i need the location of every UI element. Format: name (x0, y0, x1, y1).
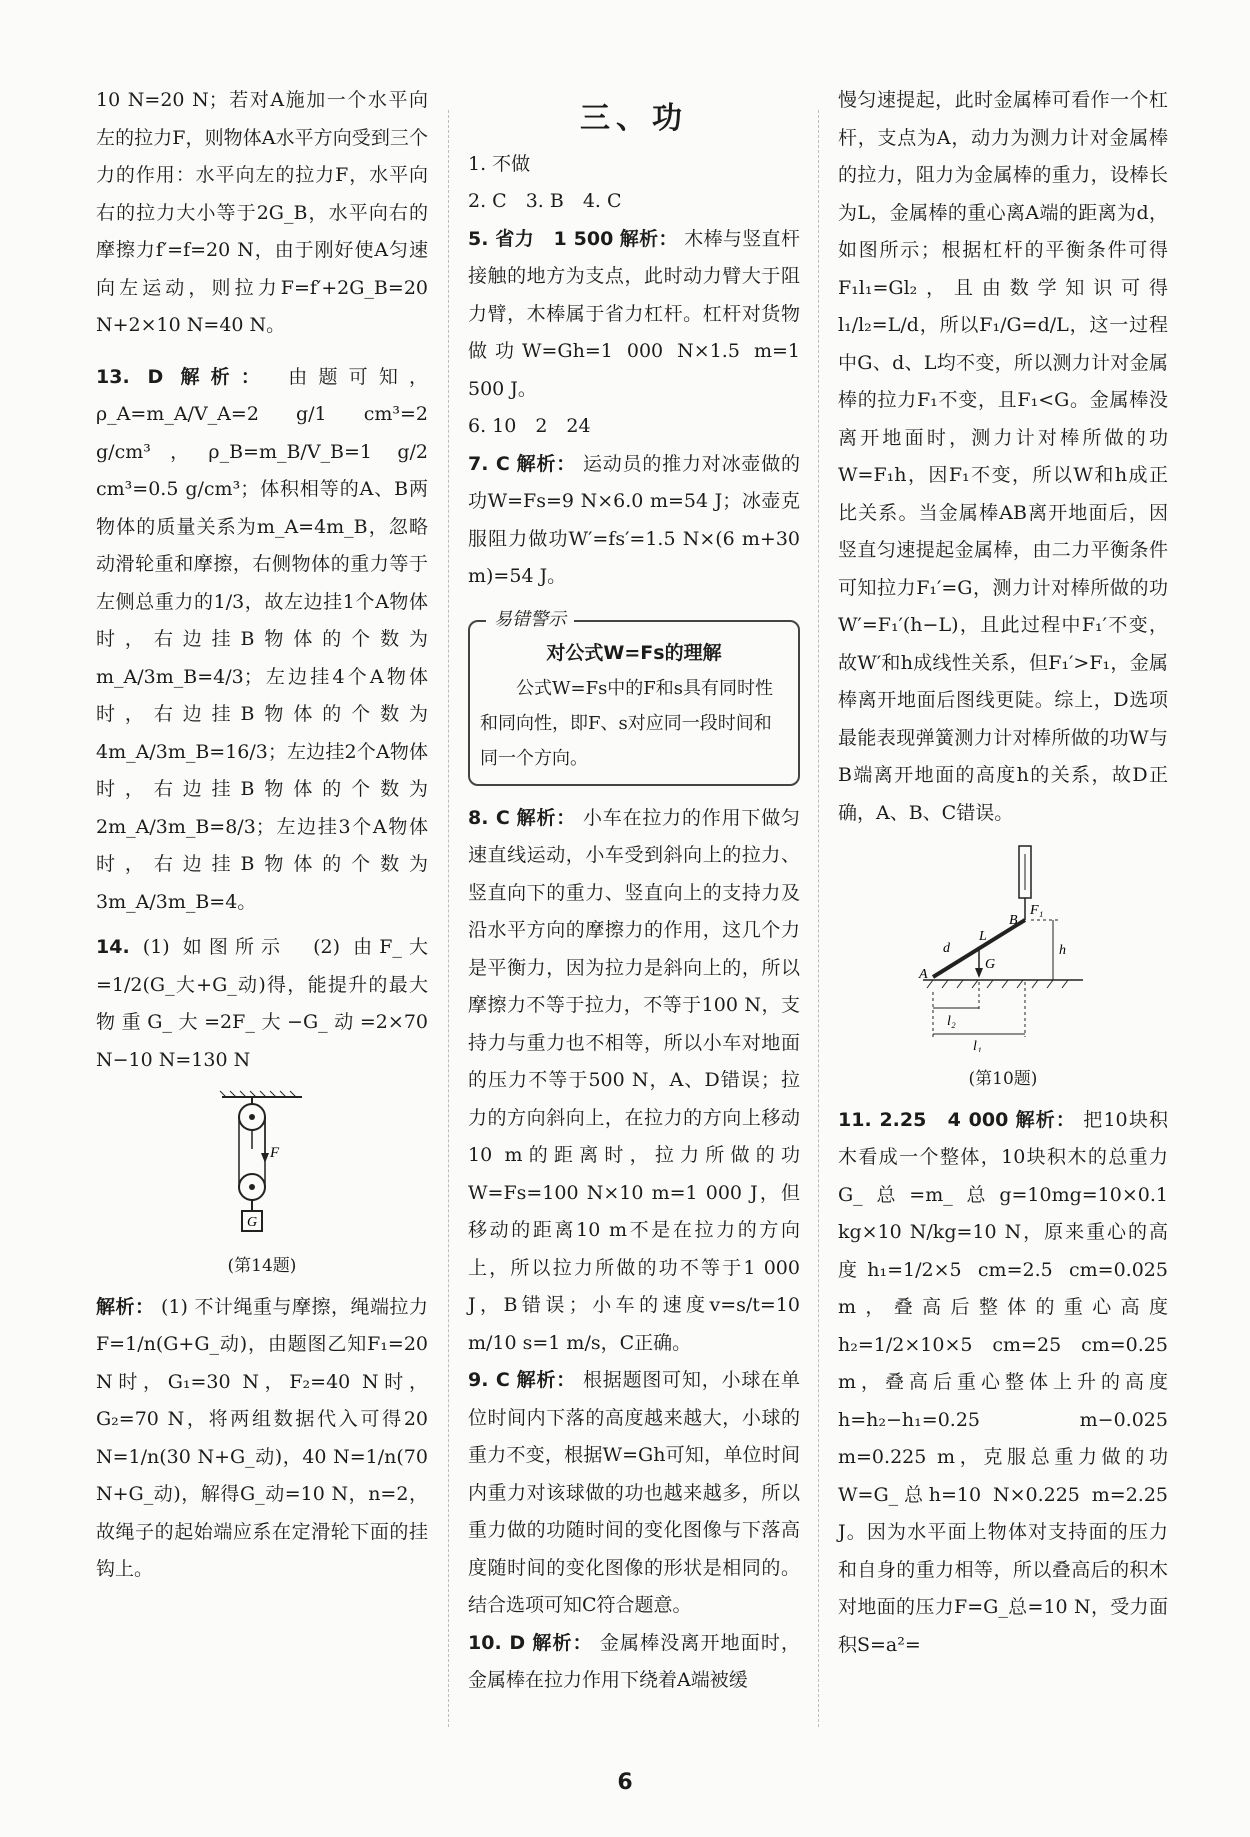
answer-text: (1) 如图所示 (2) 由F_大=1/2(G_大+G_动)得，能提升的最大物重G_大=2F_大−G_动=2×70 N−10 N=130 N (96, 936, 428, 1071)
answer-14 (96, 929, 428, 1079)
analysis-text: 根据题图可知，小球在单位时间内下落的高度越来越大，小球的重力不变，根据W=Gh可知，单位时间内重力对该球做的功也越来越多，所以重力做的功随时间的变化图像与下落高度随时间的变化图像的形状是相同的。结合选项可知C符合题意。 (468, 1369, 801, 1616)
question-number: 7. C (468, 452, 510, 475)
question-number: 9. C (468, 1369, 510, 1391)
analysis-text: 把10块积木看成一个整体，10块积木的总重力G_总=m_总g=10mg=10×0.1 kg×10 N/kg=10 N，原来重心的高度h₁=1/2×5 cm=2.5 cm=0.025 m，叠高后整体的重心高度h₂=1/2×10×5 cm=25 cm=0.25 m，叠高后重心整体上升的高度h=h₂−h₁=0.25 m−0.025 m=0.225 m，克服总重力做的功W=G_总h=10 N×0.225 m=2.25 J。因为水平面上物体对支持面的压力和自身的重力相等，所以叠高后的积木对地面的压力F=G_总=10 N，受力面积S=a²= (838, 1108, 1168, 1656)
answer-10-continued: 慢匀速提起，此时金属棒可看作一个杠杆，支点为A，动力为测力计对金属棒的拉力，阻力为金属棒的重力，设棒长为L，金属棒的重心离A端的距离为d，如图所示；根据杠杆的平衡条件可得F₁l₁=Gl₂，且由数学知识可得l₁/l₂=L/d，所以F₁/G=d/L，这一过程中G、d、L均不变，所以测力计对金属棒的拉力F₁不变，且F₁<G。金属棒没离开地面时，测力计对棒所做的功W=F₁h，因F₁不变，所以W和h成正比关系。当金属棒AB离开地面后，因竖直匀速提起金属棒，由二力平衡条件可知拉力F₁′=G，测力计对棒所做的功W′=F₁′(h−L)，且此过程中F₁′不变，故W′和h成线性关系，但F₁′>F₁，金属棒离开地面后图线更陡。综上，D选项最能表现弹簧测力计对棒所做的功W与B端离开地面的高度h的关系，故D正确，A、B、C错误。 (838, 89, 1168, 824)
figure-14-caption: (第14题) (227, 1255, 297, 1276)
answer-1: 1. 不做 (468, 152, 531, 175)
lever-diagram (903, 842, 1103, 1052)
analysis-text: 木棒与竖直杆接触的地方为支点，此时动力臂大于阻力臂，木棒属于省力杠杆。杠杆对货物做功W=Gh=1 000 N×1.5 m=1 500 J。 (468, 227, 800, 400)
analysis-text: 由题可知，ρ_A=m_A/V_A=2 g/1 cm³=2 g/cm³，ρ_B=m_B/V_B=1 g/2 cm³=0.5 g/cm³；体积相等的A、B两物体的质量关系为m_A=4m_B，忽略动滑轮重和摩擦，右侧物体的重力等于左侧总重力的1/3，故左边挂1个A物体时，右边挂B物体的个数为m_A/3m_B=4/3；左边挂4个A物体时，右边挂B物体的个数为4m_A/3m_B=16/3；左边挂2个A物体时，右边挂B物体的个数为2m_A/3m_B=8/3；左边挂3个A物体时，右边挂B物体的个数为3m_A/3m_B=4。 (96, 365, 428, 913)
question-number: 13. D (96, 365, 164, 388)
analysis-text: 运动员的推力对冰壶做的功W=Fs=9 N×6.0 m=54 J；冰壶克服阻力做功W′=fs′=1.5 N×(6 m+30 m)=54 J。 (468, 452, 801, 587)
column-separator-2 (818, 110, 819, 1727)
column-3 (838, 82, 1168, 1664)
answer-10 (468, 1625, 800, 1700)
analysis-label: 解析： (96, 1295, 155, 1318)
gravity-g-label: G (985, 957, 996, 972)
length-l-label: L (979, 929, 987, 944)
warning-box-label: 易错警示 (486, 608, 574, 632)
question-number: 14. (96, 936, 130, 958)
page-number: 6 (617, 1770, 633, 1795)
warning-box (468, 608, 800, 786)
section-title: 三、功 (580, 101, 688, 136)
answers-2-4: 2. C 3. B 4. C (468, 190, 622, 212)
analysis-label: 解析： (532, 1631, 593, 1654)
distance-d-label: d (943, 941, 950, 956)
force-label: F (270, 1145, 280, 1161)
answer-9 (468, 1362, 800, 1625)
point-a-label: A (919, 967, 928, 982)
answer-6: 6. 10 2 24 (468, 415, 591, 437)
question-number: 8. C (468, 806, 510, 829)
figure-14-pulley (96, 1089, 428, 1279)
analysis-label: 解析： (516, 452, 577, 475)
question-number: 5. 省力 1 500 (468, 227, 614, 250)
analysis-text: 小车在拉力的作用下做匀速直线运动，小车受到斜向上的拉力、竖直向下的重力、竖直向上的支持力及沿水平方向的摩擦力的作用，这几个力是平衡力，因为拉力是斜向上的，所以摩擦力不等于拉力，不等于100 N，支持力与重力也不相等，所以小车对地面的压力不等于500 N，A、D错误；拉力的方向斜向上，在拉力的方向上移动10 m的距离时，拉力所做的功W=Fs=100 N×10 m=1 000 J，但移动的距离10 m不是在拉力的方向上，所以拉力所做的功不等于1 000 J，B错误；小车的速度v=s/t=10 m/10 s=1 m/s，C正确。 (468, 806, 801, 1354)
arm-l2-label: l₂ (947, 1014, 956, 1029)
arm-l1-label: l₁ (973, 1039, 982, 1052)
analysis-label: 解析： (516, 806, 577, 829)
figure-10-lever (838, 842, 1168, 1092)
column-separator-1 (448, 110, 449, 1727)
column-2 (468, 82, 800, 1700)
point-b-label: B (1009, 913, 1018, 928)
analysis-label: 解析： (1015, 1108, 1077, 1131)
weight-label: G (247, 1215, 258, 1230)
height-h-label: h (1059, 943, 1066, 958)
answer-14-analysis (96, 1289, 428, 1589)
paragraph-continued: 10 N=20 N；若对A施加一个水平向左的拉力F，则物体A水平方向受到三个力的作用：水平向左的拉力F，水平向右的拉力大小等于2G_B，水平向右的摩擦力f′=f=20 N，由于刚好使A匀速向左运动，则拉力F=f′+2G_B=20 N+2×10 N=40 N。 (96, 89, 428, 336)
figure-10-caption: (第10题) (968, 1068, 1038, 1089)
analysis-label: 解析： (516, 1369, 577, 1391)
analysis-text: 金属棒没离开地面时，金属棒在拉力作用下绕着A端被缓 (468, 1631, 800, 1691)
answer-7 (468, 446, 800, 596)
column-1 (96, 82, 428, 1589)
pulley-diagram (202, 1089, 322, 1239)
warning-box-text: 公式W=Fs中的F和s具有同时性和同向性，即F、s对应同一段时间和同一个方向。 (480, 677, 774, 769)
answer-8 (468, 800, 800, 1363)
answer-11 (838, 1102, 1168, 1665)
analysis-label: 解析： (619, 227, 678, 250)
question-number: 10. D (468, 1631, 526, 1654)
force-f1-label: F₁ (1030, 903, 1044, 918)
warning-box-title: 对公式W=Fs的理解 (546, 641, 722, 664)
question-number: 11. 2.25 4 000 (838, 1108, 1009, 1131)
analysis-text: (1) 不计绳重与摩擦，绳端拉力F=1/n(G+G_动)，由题图乙知F₁=20 N时，G₁=30 N，F₂=40 N时，G₂=70 N，将两组数据代入可得20 N=1/n(30 N+G_动)，40 N=1/n(70 N+G_动)，解得G_动=10 N，n=2，故绳子的起始端应系在定滑轮下面的挂钩上。 (96, 1295, 428, 1580)
analysis-label: 解析： (180, 365, 272, 388)
answer-13 (96, 359, 428, 922)
answer-5 (468, 221, 800, 409)
